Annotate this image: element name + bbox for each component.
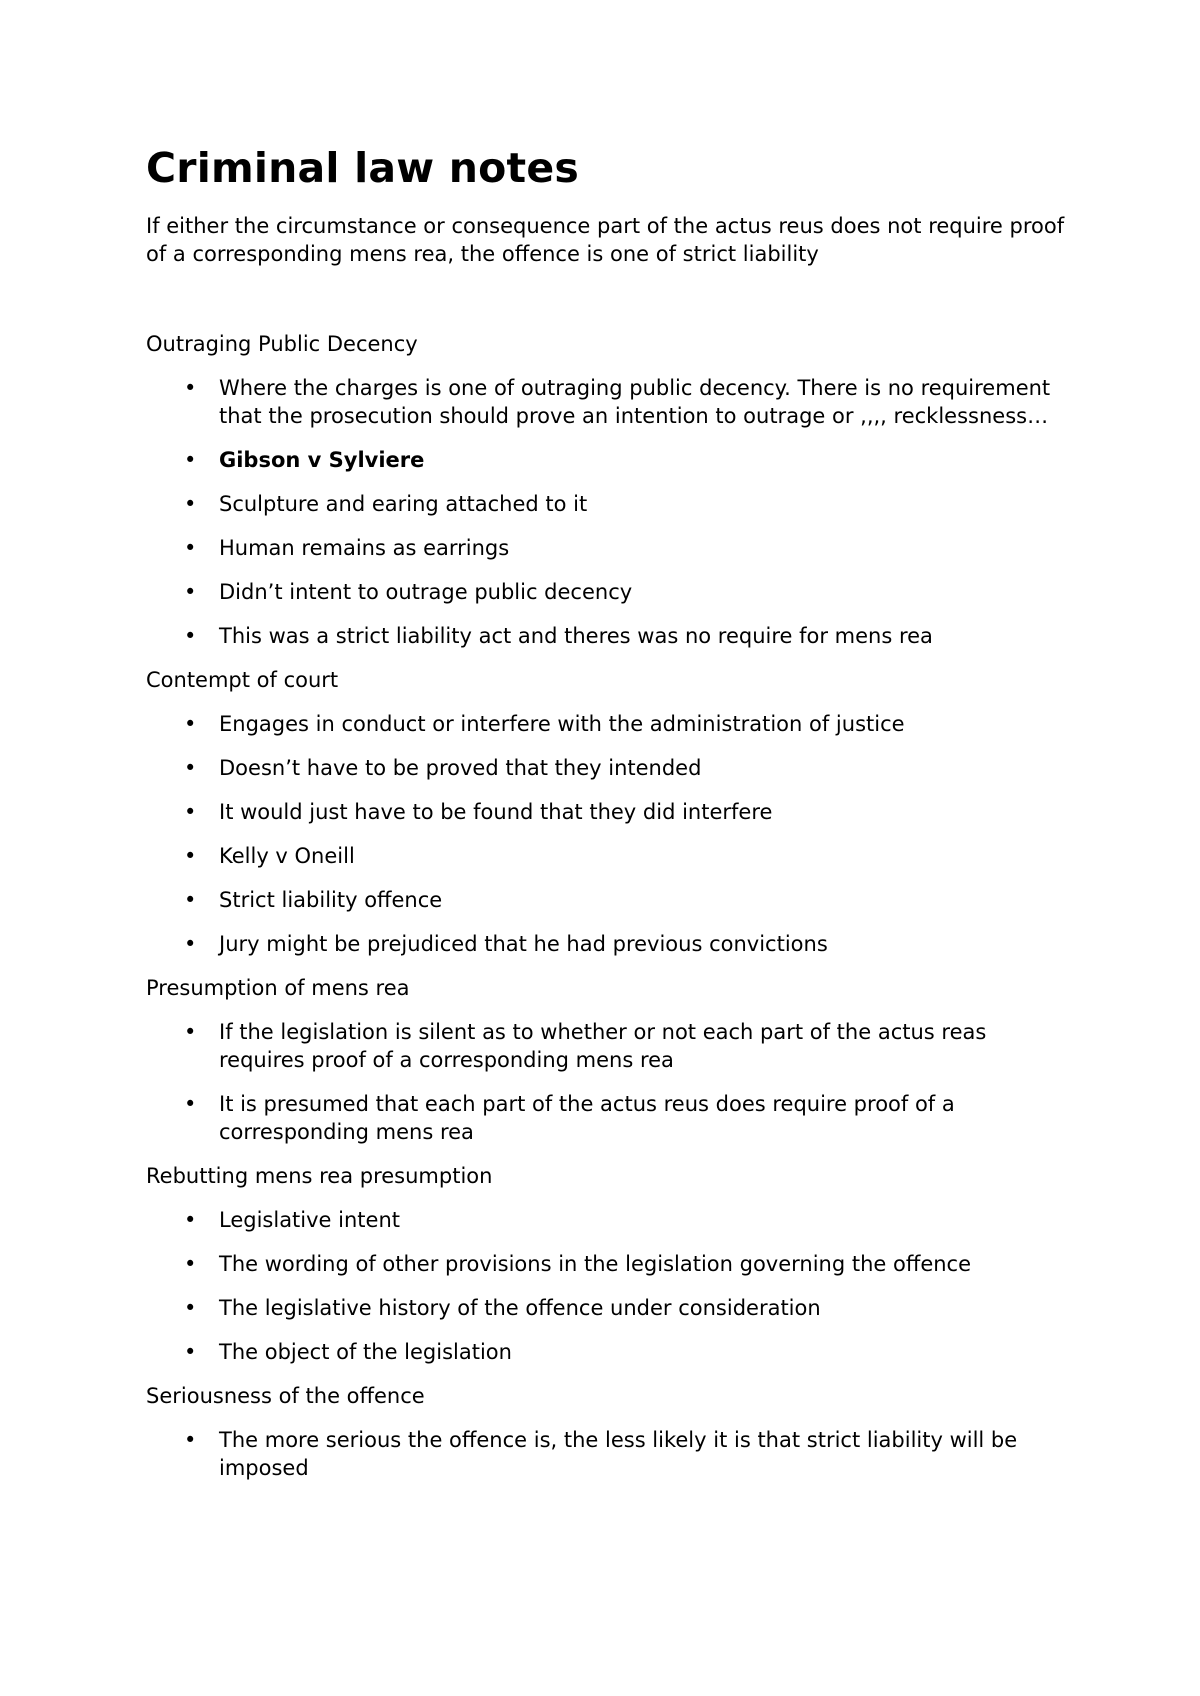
document-body (146, 140, 1076, 1498)
list-item (146, 578, 1076, 606)
list-item-text: Jury might be prejudiced that he had previous convictions (219, 932, 828, 956)
section-heading: Seriousness of the offence (146, 1384, 425, 1408)
list-item (146, 374, 1076, 430)
list-item-text: Engages in conduct or interfere with the administration of justice (219, 712, 905, 736)
list-item (146, 930, 1076, 958)
bullet-icon: • (184, 624, 197, 648)
list-item (146, 490, 1076, 518)
list-item (146, 754, 1076, 782)
list-item-text: The object of the legislation (219, 1340, 512, 1364)
document-title: Criminal law notes (146, 144, 579, 192)
bullet-list (146, 374, 1076, 650)
list-item (146, 1294, 1076, 1322)
list-item-text: It is presumed that each part of the actus reus does require proof of a corresponding mens rea (219, 1092, 955, 1144)
bullet-icon: • (184, 1092, 197, 1116)
list-item (146, 1206, 1076, 1234)
list-item (146, 622, 1076, 650)
list-item-text: Didn’t intent to outrage public decency (219, 580, 633, 604)
section-heading: Presumption of mens rea (146, 976, 410, 1000)
bullet-icon: • (184, 1428, 197, 1452)
sections-container (146, 330, 1076, 1482)
bullet-list (146, 1206, 1076, 1366)
list-item (146, 1018, 1076, 1074)
bullet-icon: • (184, 1296, 197, 1320)
bullet-icon: • (184, 580, 197, 604)
bullet-icon: • (184, 492, 197, 516)
list-item (146, 798, 1076, 826)
list-item-text: The legislative history of the offence under consideration (219, 1296, 821, 1320)
bullet-icon: • (184, 1020, 197, 1044)
list-item (146, 710, 1076, 738)
list-item-text: Legislative intent (219, 1208, 400, 1232)
list-item-text: The more serious the offence is, the less likely it is that strict liability will be imposed (219, 1428, 1018, 1480)
bullet-icon: • (184, 844, 197, 868)
bullet-icon: • (184, 1252, 197, 1276)
list-item (146, 1090, 1076, 1146)
bullet-icon: • (184, 1208, 197, 1232)
bullet-list (146, 1018, 1076, 1146)
list-item (146, 534, 1076, 562)
list-item (146, 1426, 1076, 1482)
bullet-icon: • (184, 756, 197, 780)
bullet-list (146, 710, 1076, 958)
list-item-text: Kelly v Oneill (219, 844, 355, 868)
list-item-text: The wording of other provisions in the legislation governing the offence (219, 1252, 972, 1276)
intro-paragraph: If either the circumstance or consequence part of the actus reus does not require proof of a corresponding mens rea, the offence is one of strict liability (146, 214, 1065, 266)
section-heading: Rebutting mens rea presumption (146, 1164, 493, 1188)
list-item-text: If the legislation is silent as to whether or not each part of the actus reas requires proof of a corresponding mens rea (219, 1020, 987, 1072)
bullet-icon: • (184, 1340, 197, 1364)
bullet-icon: • (184, 932, 197, 956)
list-item-text: Human remains as earrings (219, 536, 510, 560)
section-heading: Outraging Public Decency (146, 332, 418, 356)
bullet-icon: • (184, 536, 197, 560)
bullet-icon: • (184, 448, 197, 472)
list-item-text: Where the charges is one of outraging public decency. There is no requirement that the prosecution should prove an intention to outrage or ,,,, recklessness… (219, 376, 1051, 428)
list-item-text: It would just have to be found that they did interfere (219, 800, 773, 824)
list-item-text: Sculpture and earing attached to it (219, 492, 588, 516)
bullet-list (146, 1426, 1076, 1482)
list-item (146, 886, 1076, 914)
list-item (146, 446, 1076, 474)
list-item-text: Gibson v Sylviere (219, 448, 425, 472)
bullet-icon: • (184, 376, 197, 400)
list-item-text: This was a strict liability act and theres was no require for mens rea (219, 624, 933, 648)
list-item-text: Doesn’t have to be proved that they intended (219, 756, 702, 780)
list-item (146, 1250, 1076, 1278)
section-heading: Contempt of court (146, 668, 339, 692)
bullet-icon: • (184, 888, 197, 912)
bullet-icon: • (184, 712, 197, 736)
list-item-text: Strict liability offence (219, 888, 443, 912)
bullet-icon: • (184, 800, 197, 824)
list-item (146, 842, 1076, 870)
list-item (146, 1338, 1076, 1366)
